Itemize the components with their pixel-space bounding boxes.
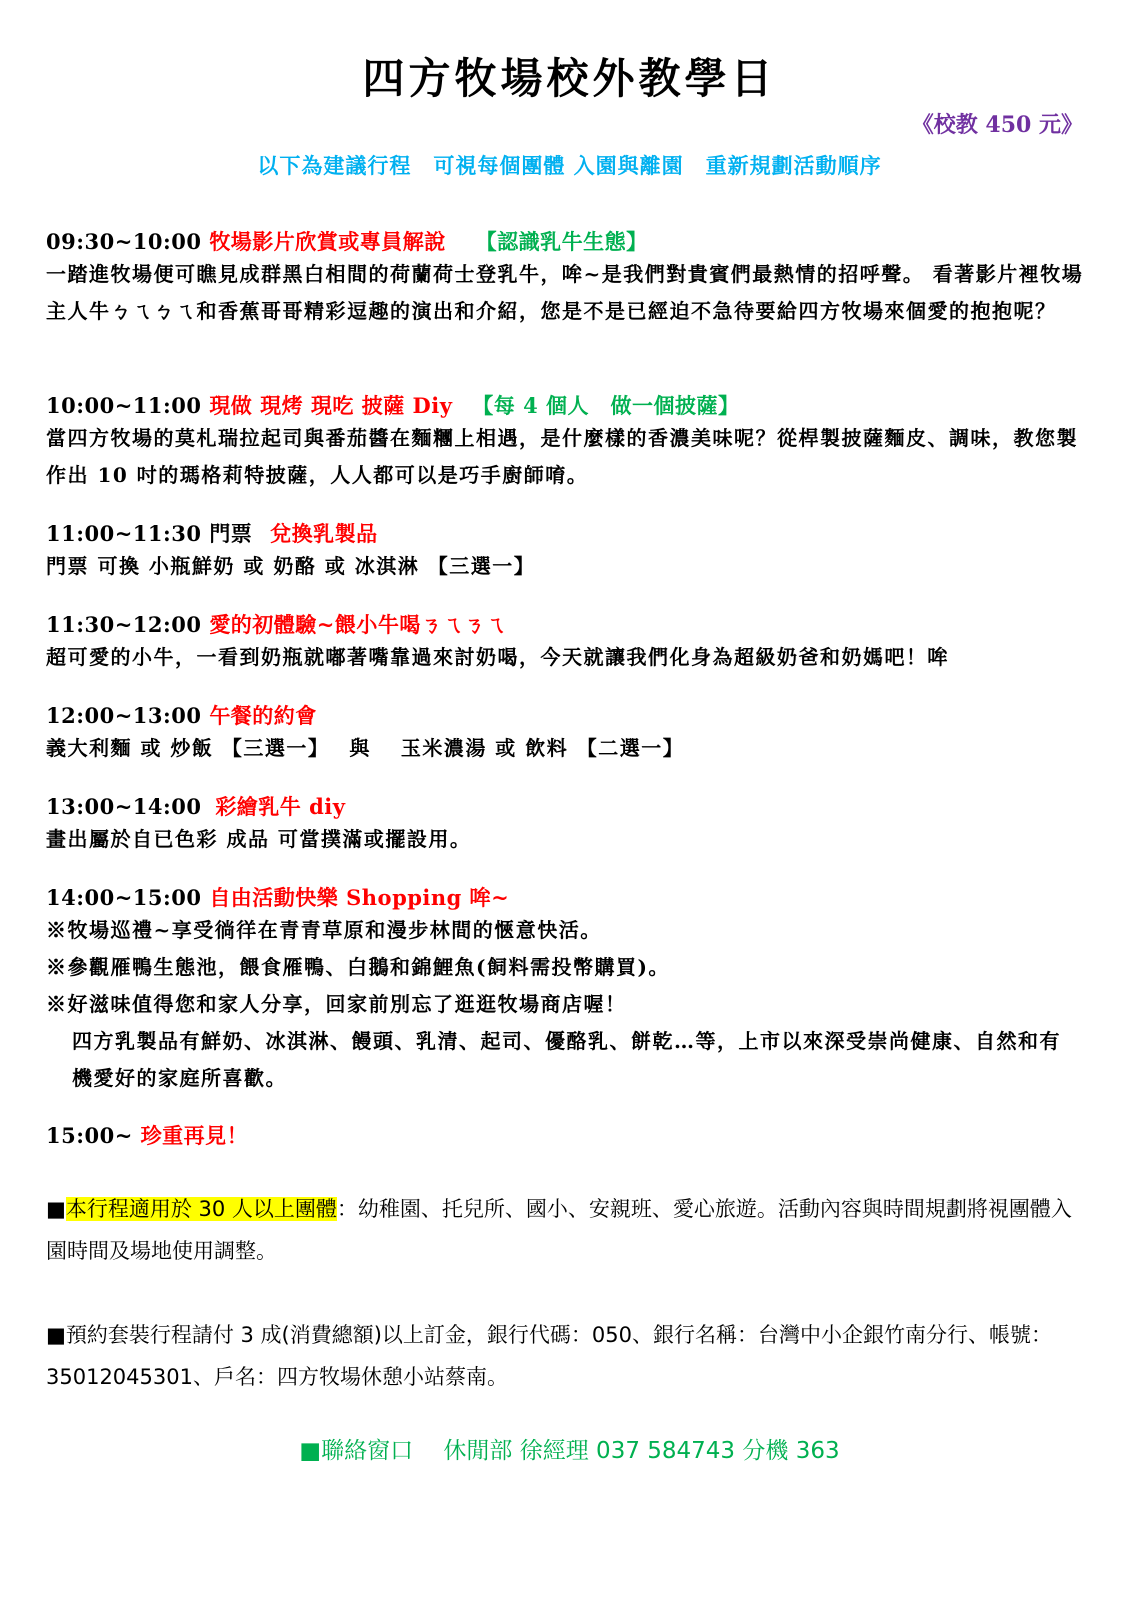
schedule-time: 15:00~: [46, 1123, 133, 1148]
schedule-title: 珍重再見！: [140, 1123, 249, 1148]
highlighted-text: 本行程適用於 30 人以上團體: [65, 1197, 337, 1221]
note-text: ：幼稚園、托兒所、國小、安親班、愛心旅遊。活動內容與時間規劃將視團體入園時間及場地使用調整。: [46, 1197, 1072, 1263]
schedule-item-heading: [46, 791, 346, 821]
schedule-item-heading: [46, 518, 378, 548]
subtitle: 以下為建議行程 可視每個團體 入園與離園 重新規劃活動順序: [257, 153, 882, 178]
schedule-item-heading: [46, 609, 507, 639]
contact-line: ■聯絡窗口 休閒部 徐經理 037 584743 分機 363: [299, 1438, 840, 1464]
note-bullet: ■: [46, 1197, 66, 1221]
schedule-time: 11:00~11:30: [46, 521, 202, 546]
schedule-description: 義大利麵 或 炒飯 【三選一】 與 玉米濃湯 或 飲料 【二選一】: [46, 736, 685, 760]
schedule-item-heading: [46, 700, 317, 730]
schedule-time: 14:00~15:00: [46, 885, 202, 910]
schedule-description: 超可愛的小牛，一看到奶瓶就嘟著嘴靠過來討奶喝，今天就讓我們化身為超級奶爸和奶媽吧！哞: [46, 645, 949, 669]
schedule-tag: 【每 4 個人 做一個披薩】: [472, 393, 740, 418]
page-title: 四方牧場校外教學日: [362, 54, 777, 103]
schedule-time: 12:00~13:00: [46, 703, 202, 728]
deposit-note: ■預約套裝行程請付 3 成(消費總額)以上訂金，銀行代碼：050、銀行名稱：台灣中小企銀竹南分行、帳號：35012045301、戶名：四方牧場休憩小站蔡南。: [46, 1323, 1053, 1389]
schedule-item-heading: [46, 1120, 248, 1150]
schedule-title: 兌換乳製品: [270, 521, 378, 546]
schedule-prefix: 門票: [209, 521, 253, 546]
schedule-description: 一踏進牧場便可瞧見成群黑白相間的荷蘭荷士登乳牛，哞~是我們對貴賓們最熱情的招呼聲。 看著影片裡牧場主人牛ㄅㄟㄅㄟ和香蕉哥哥精彩逗趣的演出和介紹，您是不是已經迫不急待要給四方牧場來個愛的抱抱呢？: [46, 262, 1084, 323]
activity-bullet: ※牧場巡禮~享受徜徉在青青草原和漫步林間的愜意快活。: [46, 918, 602, 942]
schedule-time: 11:30~12:00: [46, 612, 202, 637]
schedule-description: 當四方牧場的莫札瑞拉起司與番茄醬在麵糰上相遇，是什麼樣的香濃美味呢？從桿製披薩麵皮、調味，教您製作出 10 吋的瑪格莉特披薩，人人都可以是巧手廚師唷。: [46, 426, 1078, 487]
group-size-note: [46, 1188, 1086, 1272]
schedule-title: 牧場影片欣賞或專員解說: [209, 229, 446, 254]
schedule-item-heading: [46, 390, 740, 420]
schedule-time: 10:00~11:00: [46, 393, 202, 418]
activity-bullet: ※好滋味值得您和家人分享，回家前別忘了逛逛牧場商店喔！: [46, 992, 627, 1016]
shop-description: 四方乳製品有鮮奶、冰淇淋、饅頭、乳清、起司、優酪乳、餅乾…等，上市以來深受崇尚健康、自然和有機愛好的家庭所喜歡。: [72, 1029, 1061, 1090]
schedule-item-heading: [46, 226, 648, 256]
schedule-tag: 【認識乳牛生態】: [475, 229, 648, 254]
schedule-description: 門票 可換 小瓶鮮奶 或 奶酪 或 冰淇淋 【三選一】: [46, 554, 536, 578]
schedule-time: 09:30~10:00: [46, 229, 202, 254]
activity-bullet: ※參觀雁鴨生態池，餵食雁鴨、白鵝和錦鯉魚(飼料需投幣購買)。: [46, 955, 670, 979]
schedule-title: 自由活動快樂 Shopping 哞~: [209, 885, 510, 910]
schedule-time: 13:00~14:00: [46, 794, 202, 819]
schedule-title: 午餐的約會: [209, 703, 317, 728]
schedule-title: 彩繪乳牛 diy: [215, 794, 346, 819]
schedule-item-heading: [46, 882, 509, 912]
schedule-title: 現做 現烤 現吃 披薩 Diy: [209, 393, 453, 418]
schedule-title: 愛的初體驗~餵小牛喝ㄋㄟㄋㄟ: [209, 612, 507, 637]
schedule-description: 畫出屬於自已色彩 成品 可當撲滿或擺設用。: [46, 827, 472, 851]
price-label: 《校教 450 元》: [911, 112, 1083, 138]
